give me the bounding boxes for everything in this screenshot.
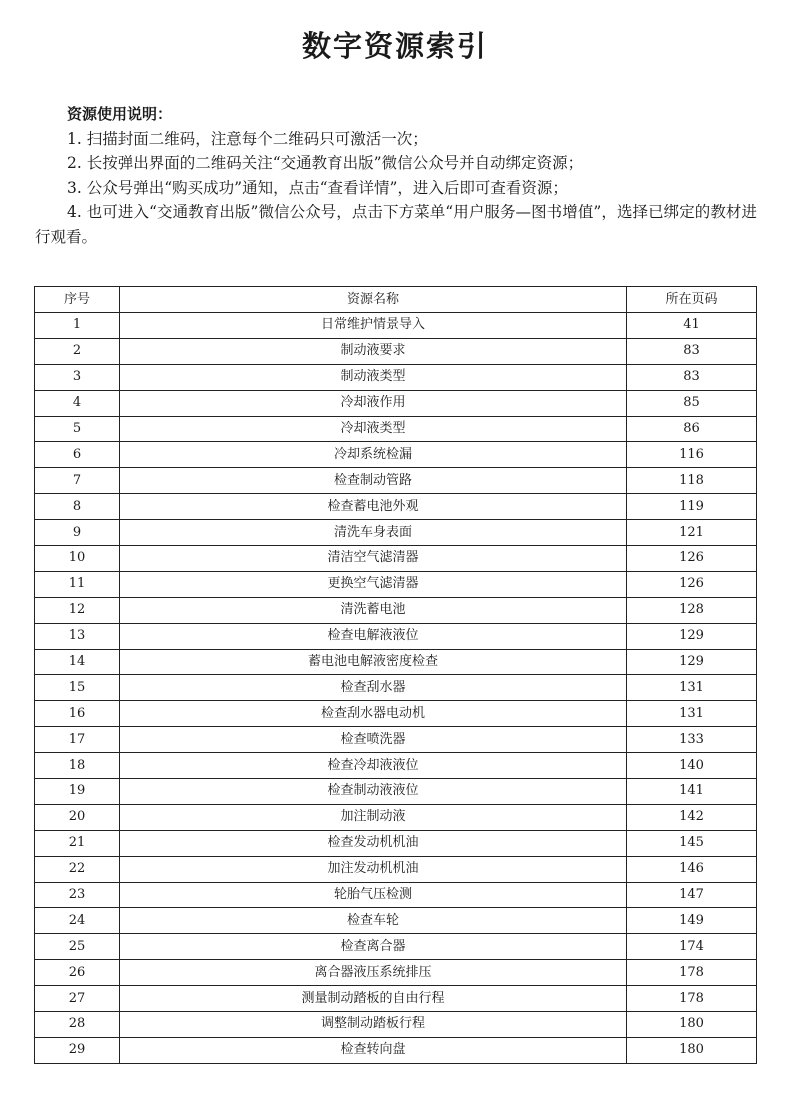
table-row: [35, 546, 757, 572]
table-row: [35, 416, 757, 442]
cell-resource-name: 检查车轮: [120, 908, 627, 934]
cell-page-number: 147: [627, 882, 757, 908]
resource-index-table: [34, 286, 757, 1064]
instruction-step-4: 4. 也可进入“交通教育出版”微信公众号，点击下方菜单“用户服务—图书增值”，选择已绑定的教材进行观看。: [35, 203, 757, 246]
table-header-row: [35, 287, 757, 313]
cell-number: 3: [35, 364, 120, 390]
cell-number: 1: [35, 313, 120, 339]
column-header-name: 资源名称: [120, 287, 627, 313]
cell-page-number: 142: [627, 804, 757, 830]
table-row: [35, 1012, 757, 1038]
cell-resource-name: 清洗蓄电池: [120, 597, 627, 623]
cell-number: 16: [35, 701, 120, 727]
cell-resource-name: 检查刮水器: [120, 675, 627, 701]
table-row: [35, 313, 757, 339]
table-row: [35, 364, 757, 390]
table-row: [35, 701, 757, 727]
table-row: [35, 597, 757, 623]
table-row: [35, 520, 757, 546]
cell-number: 29: [35, 1037, 120, 1063]
table-body: [35, 313, 757, 1064]
cell-page-number: 141: [627, 779, 757, 805]
table-row: [35, 623, 757, 649]
column-header-page: 所在页码: [627, 287, 757, 313]
cell-number: 19: [35, 779, 120, 805]
cell-resource-name: 检查制动液液位: [120, 779, 627, 805]
cell-resource-name: 冷却系统检漏: [120, 442, 627, 468]
cell-number: 8: [35, 494, 120, 520]
cell-page-number: 83: [627, 364, 757, 390]
table-row: [35, 882, 757, 908]
cell-resource-name: 制动液要求: [120, 338, 627, 364]
table-row: [35, 442, 757, 468]
cell-resource-name: 检查制动管路: [120, 468, 627, 494]
cell-page-number: 129: [627, 649, 757, 675]
cell-page-number: 131: [627, 701, 757, 727]
cell-resource-name: 冷却液类型: [120, 416, 627, 442]
cell-page-number: 178: [627, 960, 757, 986]
cell-page-number: 128: [627, 597, 757, 623]
cell-number: 5: [35, 416, 120, 442]
cell-page-number: 86: [627, 416, 757, 442]
table-row: [35, 830, 757, 856]
table-row: [35, 753, 757, 779]
table-row: [35, 390, 757, 416]
cell-page-number: 180: [627, 1037, 757, 1063]
cell-number: 22: [35, 856, 120, 882]
cell-page-number: 129: [627, 623, 757, 649]
cell-number: 26: [35, 960, 120, 986]
cell-resource-name: 日常维护情景导入: [120, 313, 627, 339]
cell-resource-name: 检查喷洗器: [120, 727, 627, 753]
cell-number: 11: [35, 571, 120, 597]
cell-number: 7: [35, 468, 120, 494]
cell-page-number: 133: [627, 727, 757, 753]
cell-number: 9: [35, 520, 120, 546]
cell-page-number: 121: [627, 520, 757, 546]
table-row: [35, 494, 757, 520]
cell-number: 18: [35, 753, 120, 779]
cell-page-number: 131: [627, 675, 757, 701]
cell-resource-name: 蓄电池电解液密度检查: [120, 649, 627, 675]
cell-resource-name: 调整制动踏板行程: [120, 1012, 627, 1038]
instructions-heading: 资源使用说明：: [67, 105, 173, 123]
instruction-step-1: 1. 扫描封面二维码，注意每个二维码只可激活一次；: [67, 129, 428, 148]
cell-number: 4: [35, 390, 120, 416]
cell-page-number: 126: [627, 546, 757, 572]
cell-resource-name: 检查转向盘: [120, 1037, 627, 1063]
cell-resource-name: 检查发动机机油: [120, 830, 627, 856]
table-row: [35, 649, 757, 675]
instruction-step-2: 2. 长按弹出界面的二维码关注“交通教育出版”微信公众号并自动绑定资源；: [67, 154, 584, 172]
cell-page-number: 41: [627, 313, 757, 339]
cell-resource-name: 检查电解液液位: [120, 623, 627, 649]
table-row: [35, 934, 757, 960]
table-row: [35, 1037, 757, 1063]
cell-number: 28: [35, 1012, 120, 1038]
cell-number: 2: [35, 338, 120, 364]
cell-page-number: 145: [627, 830, 757, 856]
cell-resource-name: 加注发动机机油: [120, 856, 627, 882]
cell-number: 15: [35, 675, 120, 701]
table-row: [35, 727, 757, 753]
instruction-step-3: 3. 公众号弹出“购买成功”通知，点击“查看详情”，进入后即可查看资源；: [67, 178, 568, 197]
table-row: [35, 779, 757, 805]
cell-number: 23: [35, 882, 120, 908]
cell-number: 6: [35, 442, 120, 468]
cell-page-number: 116: [627, 442, 757, 468]
table-row: [35, 338, 757, 364]
cell-number: 10: [35, 546, 120, 572]
table-row: [35, 468, 757, 494]
cell-page-number: 126: [627, 571, 757, 597]
cell-resource-name: 加注制动液: [120, 804, 627, 830]
cell-page-number: 146: [627, 856, 757, 882]
table-row: [35, 986, 757, 1012]
cell-resource-name: 清洁空气滤清器: [120, 546, 627, 572]
page-title: 数字资源索引: [301, 29, 488, 63]
usage-instructions: [35, 102, 757, 249]
cell-page-number: 140: [627, 753, 757, 779]
cell-resource-name: 轮胎气压检测: [120, 882, 627, 908]
cell-page-number: 85: [627, 390, 757, 416]
cell-number: 13: [35, 623, 120, 649]
table-row: [35, 804, 757, 830]
cell-number: 20: [35, 804, 120, 830]
cell-resource-name: 测量制动踏板的自由行程: [120, 986, 627, 1012]
cell-resource-name: 制动液类型: [120, 364, 627, 390]
cell-number: 14: [35, 649, 120, 675]
cell-page-number: 149: [627, 908, 757, 934]
cell-resource-name: 检查冷却液液位: [120, 753, 627, 779]
cell-number: 21: [35, 830, 120, 856]
cell-resource-name: 离合器液压系统排压: [120, 960, 627, 986]
cell-resource-name: 检查离合器: [120, 934, 627, 960]
table-row: [35, 960, 757, 986]
cell-page-number: 178: [627, 986, 757, 1012]
table-row: [35, 675, 757, 701]
cell-number: 24: [35, 908, 120, 934]
cell-resource-name: 检查刮水器电动机: [120, 701, 627, 727]
cell-resource-name: 更换空气滤清器: [120, 571, 627, 597]
cell-number: 17: [35, 727, 120, 753]
cell-number: 12: [35, 597, 120, 623]
cell-page-number: 180: [627, 1012, 757, 1038]
cell-number: 25: [35, 934, 120, 960]
table-row: [35, 571, 757, 597]
cell-page-number: 174: [627, 934, 757, 960]
cell-resource-name: 清洗车身表面: [120, 520, 627, 546]
cell-resource-name: 检查蓄电池外观: [120, 494, 627, 520]
cell-page-number: 118: [627, 468, 757, 494]
table-row: [35, 908, 757, 934]
cell-page-number: 119: [627, 494, 757, 520]
column-header-number: 序号: [35, 287, 120, 313]
cell-number: 27: [35, 986, 120, 1012]
table-row: [35, 856, 757, 882]
cell-resource-name: 冷却液作用: [120, 390, 627, 416]
cell-page-number: 83: [627, 338, 757, 364]
